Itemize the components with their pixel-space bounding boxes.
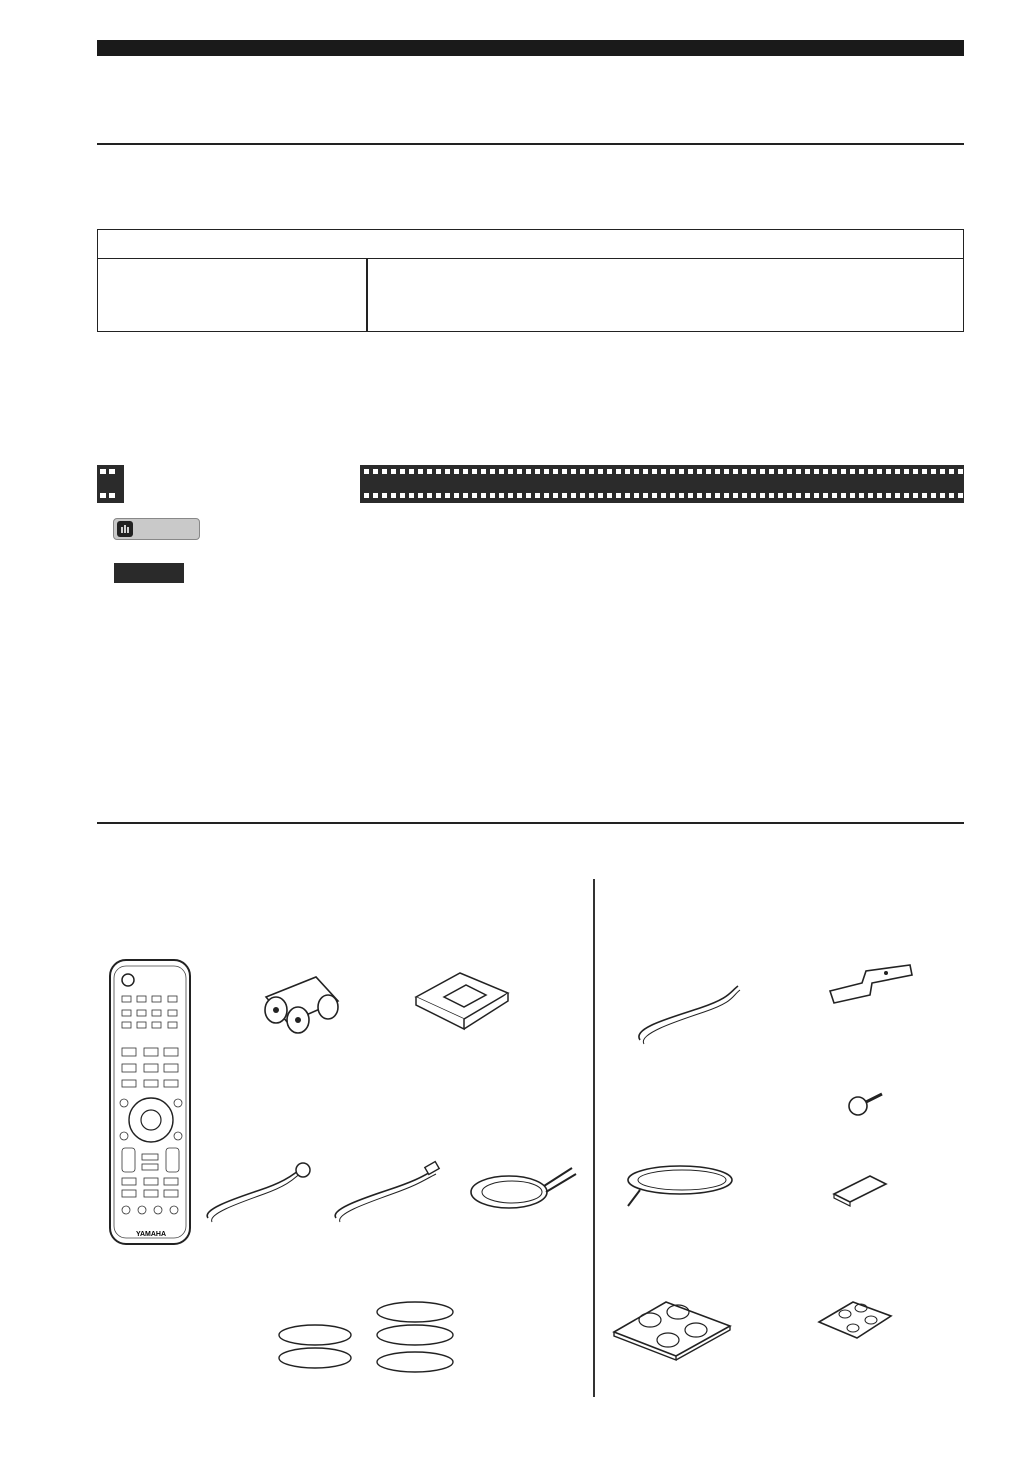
- film-perforation: [733, 469, 738, 474]
- wall-bracket-illustration: [826, 963, 916, 1008]
- film-perforation: [382, 469, 387, 474]
- ic-chip-illustration: [830, 1170, 890, 1210]
- film-perforation: [850, 469, 855, 474]
- spec-table: [97, 229, 964, 332]
- film-perforation: [706, 469, 711, 474]
- fm-antenna-illustration: [328, 1160, 443, 1230]
- film-perforation: [580, 493, 585, 498]
- section-rule-top: [97, 143, 964, 145]
- film-perforation: [427, 493, 432, 498]
- film-perforation: [400, 469, 405, 474]
- film-perforation: [742, 493, 747, 498]
- video-cable-illustration: [464, 1160, 584, 1220]
- film-perforation: [715, 493, 720, 498]
- film-perforation: [670, 469, 675, 474]
- film-perforation: [427, 469, 432, 474]
- microphone-illustration: [200, 1160, 315, 1230]
- film-perforation: [850, 493, 855, 498]
- film-perforation: [616, 469, 621, 474]
- film-perforation: [796, 469, 801, 474]
- remote-brand-text: YAMAHA: [135, 1231, 167, 1238]
- film-perforation: [661, 469, 666, 474]
- film-perforation: [562, 469, 567, 474]
- spec-table-column-divider: [366, 259, 368, 331]
- film-perforation: [796, 493, 801, 498]
- film-perforation: [418, 493, 423, 498]
- film-perforation: [436, 469, 441, 474]
- film-perforation: [454, 469, 459, 474]
- film-perforation: [373, 493, 378, 498]
- film-perforation: [724, 493, 729, 498]
- film-perforation: [607, 493, 612, 498]
- film-perforation: [724, 469, 729, 474]
- film-perforation: [787, 469, 792, 474]
- film-perforation: [895, 469, 900, 474]
- film-perforation: [445, 493, 450, 498]
- film-perforation: [823, 493, 828, 498]
- film-perforation: [679, 469, 684, 474]
- film-perforation: [868, 469, 873, 474]
- film-perforation: [571, 493, 576, 498]
- film-perforation: [787, 493, 792, 498]
- large-cushion-pads-illustration: [610, 1298, 735, 1364]
- film-perforation: [886, 469, 891, 474]
- film-perforation: [553, 469, 558, 474]
- film-perforation: [364, 493, 369, 498]
- film-perforation: [526, 469, 531, 474]
- film-perforation: [463, 469, 468, 474]
- speaker-cables-illustration: [275, 1300, 465, 1390]
- film-perforation: [562, 493, 567, 498]
- film-perforation: [751, 493, 756, 498]
- audio-cable-illustration: [630, 978, 745, 1050]
- film-perforation: [904, 493, 909, 498]
- film-perforation: [598, 469, 603, 474]
- film-perforation: [481, 469, 486, 474]
- film-perforation: [877, 469, 882, 474]
- film-perforation: [391, 493, 396, 498]
- film-perforation: [571, 469, 576, 474]
- film-perforation: [508, 493, 513, 498]
- screw-illustration: [846, 1088, 886, 1120]
- film-perforation: [535, 493, 540, 498]
- film-perforation: [589, 493, 594, 498]
- film-perforation: [643, 469, 648, 474]
- film-perforation: [625, 469, 630, 474]
- film-perforation: [958, 469, 963, 474]
- film-perforation: [913, 469, 918, 474]
- film-perforation: [418, 469, 423, 474]
- film-perforation: [814, 493, 819, 498]
- film-perforation: [463, 493, 468, 498]
- film-perforation: [922, 469, 927, 474]
- film-perforation: [652, 469, 657, 474]
- film-perforation: [625, 493, 630, 498]
- film-perforation: [499, 493, 504, 498]
- film-perforation: [688, 493, 693, 498]
- film-perforation: [472, 469, 477, 474]
- film-perforation: [508, 469, 513, 474]
- section-rule-accessories: [97, 822, 964, 824]
- am-loop-antenna-illustration: [408, 967, 513, 1039]
- film-perforation: [634, 469, 639, 474]
- film-perforation: [616, 493, 621, 498]
- film-perforation: [913, 493, 918, 498]
- film-perforation: [697, 493, 702, 498]
- tip-badge: [113, 518, 200, 540]
- optical-cable-illustration: [620, 1158, 745, 1213]
- film-perforation: [832, 469, 837, 474]
- film-perforation: [445, 469, 450, 474]
- film-perforation: [436, 493, 441, 498]
- film-perforation: [949, 493, 954, 498]
- film-perforation: [841, 493, 846, 498]
- film-perforation: [490, 493, 495, 498]
- film-perforation: [769, 493, 774, 498]
- film-perforation: [814, 469, 819, 474]
- film-perforation: [499, 469, 504, 474]
- film-perforation: [634, 493, 639, 498]
- film-perforation: [517, 493, 522, 498]
- spec-table-header-row: [98, 230, 963, 259]
- film-perforation: [598, 493, 603, 498]
- film-perforation: [607, 469, 612, 474]
- film-perforation: [544, 493, 549, 498]
- film-perforation: [652, 493, 657, 498]
- film-perforation: [481, 493, 486, 498]
- film-perforation: [832, 493, 837, 498]
- film-perforation: [643, 493, 648, 498]
- film-perforation: [958, 493, 963, 498]
- batteries-illustration: [256, 975, 351, 1035]
- film-perforation: [589, 469, 594, 474]
- note-badge: [114, 563, 184, 583]
- film-perforation: [859, 493, 864, 498]
- film-perforation: [490, 469, 495, 474]
- film-perforation: [679, 493, 684, 498]
- film-perforation: [931, 469, 936, 474]
- film-perforation: [940, 469, 945, 474]
- film-perforation: [922, 493, 927, 498]
- film-strip-left: [97, 465, 124, 503]
- film-perforation: [940, 493, 945, 498]
- film-perforation: [706, 493, 711, 498]
- film-perforation: [742, 469, 747, 474]
- film-perforation: [949, 469, 954, 474]
- film-perforation: [526, 493, 531, 498]
- film-perforation: [373, 469, 378, 474]
- film-perforation: [895, 493, 900, 498]
- film-perforation: [697, 469, 702, 474]
- header-bar: [97, 40, 964, 56]
- film-perforation: [751, 469, 756, 474]
- film-perforation: [868, 493, 873, 498]
- film-perforation: [544, 469, 549, 474]
- film-perforation: [688, 469, 693, 474]
- film-perforation: [580, 469, 585, 474]
- film-perforation: [517, 469, 522, 474]
- film-perforation: [661, 493, 666, 498]
- film-perforation: [472, 493, 477, 498]
- film-perforation: [364, 469, 369, 474]
- film-perforation: [391, 469, 396, 474]
- film-perforation: [904, 469, 909, 474]
- film-perforation: [733, 493, 738, 498]
- remote-control-illustration: [108, 958, 194, 1248]
- small-cushion-pads-illustration: [815, 1298, 895, 1344]
- film-perforation: [805, 469, 810, 474]
- accessories-column-divider: [593, 879, 595, 1397]
- film-perforation: [409, 469, 414, 474]
- film-perforation: [670, 493, 675, 498]
- film-perforation: [535, 469, 540, 474]
- film-perforation: [409, 493, 414, 498]
- film-perforation: [805, 493, 810, 498]
- film-perforation: [454, 493, 459, 498]
- film-perforation: [760, 493, 765, 498]
- film-perforation: [778, 493, 783, 498]
- film-perforation: [400, 493, 405, 498]
- film-perforation: [769, 469, 774, 474]
- film-perforation: [778, 469, 783, 474]
- film-strip-right: [360, 465, 964, 503]
- film-perforation: [715, 469, 720, 474]
- film-perforation: [859, 469, 864, 474]
- film-perforation: [382, 493, 387, 498]
- film-perforation: [886, 493, 891, 498]
- film-perforation: [877, 493, 882, 498]
- film-perforation: [823, 469, 828, 474]
- film-perforation: [841, 469, 846, 474]
- film-perforation: [931, 493, 936, 498]
- hand-icon: [117, 521, 133, 537]
- film-perforation: [553, 493, 558, 498]
- film-perforation: [760, 469, 765, 474]
